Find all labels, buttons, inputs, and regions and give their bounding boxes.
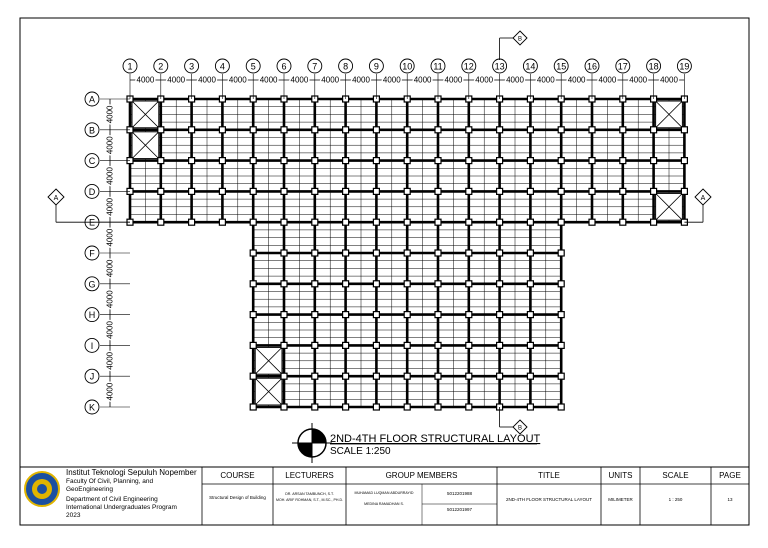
column-14D xyxy=(527,188,533,194)
column-5K xyxy=(250,404,256,410)
dimension-text: 4000 xyxy=(105,105,115,124)
dimension-text: 4000 xyxy=(506,75,524,85)
column-6G xyxy=(281,281,287,287)
column-14F xyxy=(527,250,533,256)
dimension-text: 4000 xyxy=(105,382,115,401)
column-11E xyxy=(435,219,441,225)
column-11C xyxy=(435,158,441,164)
grid-label-col-3: 3 xyxy=(189,61,195,72)
grid-label-row-I: I xyxy=(90,340,94,351)
column-17D xyxy=(620,188,626,194)
column-8H xyxy=(343,312,349,318)
column-12D xyxy=(466,188,472,194)
column-9I xyxy=(373,342,379,348)
dimension-text: 4000 xyxy=(567,75,586,85)
member-2-id: 5012201997 xyxy=(446,507,473,512)
column-4E xyxy=(219,219,225,225)
units-value: MILIMETER xyxy=(608,497,633,502)
dimension-text: 4000 xyxy=(105,197,115,216)
column-10D xyxy=(404,188,410,194)
dimension-text: 4000 xyxy=(198,75,216,85)
column-14B xyxy=(527,127,533,133)
column-13H xyxy=(497,312,503,318)
column-5G xyxy=(250,281,256,287)
grid-label-row-C: C xyxy=(88,156,96,167)
grid-label-col-14: 14 xyxy=(525,61,536,72)
column-10B xyxy=(404,127,410,133)
column-9C xyxy=(373,158,379,164)
department-name: Department of Civil Engineering xyxy=(66,496,158,503)
column-11D xyxy=(435,188,441,194)
column-10K xyxy=(404,404,410,410)
grid-label-col-5: 5 xyxy=(250,61,256,72)
grid-label-col-13: 13 xyxy=(494,61,505,72)
column-19C xyxy=(681,158,687,164)
column-7G xyxy=(312,281,318,287)
dimension-text: 4000 xyxy=(660,75,678,85)
page-value: 13 xyxy=(727,497,733,502)
column-6E xyxy=(281,219,287,225)
section-marker-a-left-label: A xyxy=(53,195,59,202)
column-9F xyxy=(373,250,379,256)
column-13E xyxy=(497,219,503,225)
dimension-text: 4000 xyxy=(105,259,115,278)
column-5H xyxy=(250,312,256,318)
column-16E xyxy=(589,219,595,225)
dimension-text: 4000 xyxy=(321,75,340,85)
column-10E xyxy=(404,219,410,225)
column-5D xyxy=(250,188,256,194)
column-8K xyxy=(343,404,349,410)
header-course: COURSE xyxy=(220,471,255,480)
dimension-text: 4000 xyxy=(105,290,115,309)
header-lecturers: LECTURERS xyxy=(285,471,334,480)
dimension-text: 4000 xyxy=(105,321,115,339)
column-14J xyxy=(527,373,533,379)
dimension-text: 4000 xyxy=(105,228,115,247)
column-13I xyxy=(497,342,503,348)
column-12E xyxy=(466,219,472,225)
grid-label-row-E: E xyxy=(88,217,96,228)
column-9K xyxy=(373,404,379,410)
column-13C xyxy=(497,158,503,164)
year: 2023 xyxy=(66,512,81,519)
grid-label-col-7: 7 xyxy=(312,61,318,72)
dimension-text: 4000 xyxy=(259,75,278,85)
program-name: International Undergraduates Program xyxy=(66,504,177,511)
column-6H xyxy=(281,312,287,318)
column-15J xyxy=(558,373,564,379)
column-3E xyxy=(189,219,195,225)
column-8G xyxy=(343,281,349,287)
column-14E xyxy=(527,219,533,225)
grid-label-col-11: 11 xyxy=(433,61,443,72)
dimension-text: 4000 xyxy=(352,75,370,85)
column-9B xyxy=(373,127,379,133)
grid-label-col-17: 17 xyxy=(617,61,628,72)
column-8E xyxy=(343,219,349,225)
drawing-title: 2ND-4TH FLOOR STRUCTURAL LAYOUT xyxy=(330,433,541,445)
column-14I xyxy=(527,342,533,348)
column-15B xyxy=(558,127,564,133)
column-3D xyxy=(189,188,195,194)
grid-label-row-F: F xyxy=(89,248,95,259)
column-9E xyxy=(373,219,379,225)
column-2C xyxy=(158,158,164,164)
column-8D xyxy=(343,188,349,194)
column-7I xyxy=(312,342,318,348)
grid-label-row-G: G xyxy=(88,279,96,290)
column-15H xyxy=(558,312,564,318)
dimension-text: 4000 xyxy=(105,136,115,155)
column-11K xyxy=(435,404,441,410)
column-7F xyxy=(312,250,318,256)
column-18E xyxy=(651,219,657,225)
column-8B xyxy=(343,127,349,133)
column-2E xyxy=(158,219,164,225)
lecturer-1: DR. ARSAN TAMBUNCH, S.T. xyxy=(285,492,334,496)
column-17B xyxy=(620,127,626,133)
column-7C xyxy=(312,158,318,164)
column-14K xyxy=(527,404,533,410)
grid-label-col-8: 8 xyxy=(343,61,349,72)
column-8F xyxy=(343,250,349,256)
column-11J xyxy=(435,373,441,379)
column-12G xyxy=(466,281,472,287)
column-3C xyxy=(189,158,195,164)
column-18B xyxy=(651,127,657,133)
header-group-members: GROUP MEMBERS xyxy=(385,471,458,480)
scale-value: 1 : 250 xyxy=(668,497,683,502)
column-12H xyxy=(466,312,472,318)
column-6F xyxy=(281,250,287,256)
grid-label-col-18: 18 xyxy=(648,61,659,72)
column-5B xyxy=(250,127,256,133)
grid-label-col-4: 4 xyxy=(219,61,225,72)
dimension-text: 4000 xyxy=(228,75,247,85)
column-9H xyxy=(373,312,379,318)
column-5J xyxy=(250,373,256,379)
title-value: 2ND-4TH FLOOR STRUCTURAL LAYOUT xyxy=(505,497,592,502)
column-12K xyxy=(466,404,472,410)
dimension-text: 4000 xyxy=(413,75,432,85)
column-16B xyxy=(589,127,595,133)
grid-label-row-J: J xyxy=(89,371,95,382)
section-marker-b-bottom-label: B xyxy=(517,425,523,432)
grid-label-row-D: D xyxy=(88,186,96,197)
column-5I xyxy=(250,342,256,348)
column-15F xyxy=(558,250,564,256)
column-15G xyxy=(558,281,564,287)
dimension-text: 4000 xyxy=(444,75,463,85)
column-18D xyxy=(651,188,657,194)
grid-label-col-16: 16 xyxy=(586,61,598,72)
dimension-text: 4000 xyxy=(105,351,115,370)
column-11F xyxy=(435,250,441,256)
grid-label-col-15: 15 xyxy=(556,61,567,72)
column-13G xyxy=(497,281,503,287)
column-6K xyxy=(281,404,287,410)
column-12B xyxy=(466,127,472,133)
title-symbol xyxy=(292,423,332,463)
dimension-text: 4000 xyxy=(475,75,494,85)
column-12C xyxy=(466,158,472,164)
column-8J xyxy=(343,373,349,379)
grid-label-row-H: H xyxy=(88,310,96,321)
column-19D xyxy=(681,188,687,194)
dimension-text: 4000 xyxy=(536,75,555,85)
column-2B xyxy=(158,127,164,133)
dimension-text: 4000 xyxy=(382,75,401,85)
column-5F xyxy=(250,250,256,256)
drawing-scale: SCALE 1:250 xyxy=(330,446,391,457)
column-13F xyxy=(497,250,503,256)
header-scale: SCALE xyxy=(662,471,689,480)
column-15D xyxy=(558,188,564,194)
column-12J xyxy=(466,373,472,379)
column-16D xyxy=(589,188,595,194)
grid-label-col-19: 19 xyxy=(679,61,690,72)
dimension-text: 4000 xyxy=(629,75,648,85)
dimension-text: 4000 xyxy=(136,75,155,85)
column-10G xyxy=(404,281,410,287)
dimension-text: 4000 xyxy=(167,75,186,85)
column-3B xyxy=(189,127,195,133)
column-7E xyxy=(312,219,318,225)
column-15E xyxy=(558,219,564,225)
header-title: TITLE xyxy=(538,471,560,480)
column-6C xyxy=(281,158,287,164)
section-marker-b-top-label: B xyxy=(517,36,523,43)
column-7D xyxy=(312,188,318,194)
grid-label-col-9: 9 xyxy=(373,61,379,72)
column-10C xyxy=(404,158,410,164)
column-18C xyxy=(651,158,657,164)
column-9D xyxy=(373,188,379,194)
column-10I xyxy=(404,342,410,348)
column-19B xyxy=(681,127,687,133)
column-17E xyxy=(620,219,626,225)
column-4C xyxy=(219,158,225,164)
column-2D xyxy=(158,188,164,194)
column-7H xyxy=(312,312,318,318)
column-15K xyxy=(558,404,564,410)
column-10H xyxy=(404,312,410,318)
column-13J xyxy=(497,373,503,379)
column-14H xyxy=(527,312,533,318)
grid-label-col-10: 10 xyxy=(402,61,413,72)
header-units: UNITS xyxy=(608,471,633,480)
column-6D xyxy=(281,188,287,194)
column-11B xyxy=(435,127,441,133)
column-11G xyxy=(435,281,441,287)
grid-label-col-12: 12 xyxy=(463,61,474,72)
member-1-id: 5012201988 xyxy=(446,491,473,496)
column-12F xyxy=(466,250,472,256)
column-6J xyxy=(281,373,287,379)
grid-label-col-2: 2 xyxy=(158,61,164,72)
column-7J xyxy=(312,373,318,379)
column-11H xyxy=(435,312,441,318)
column-7B xyxy=(312,127,318,133)
faculty-name: Faculty Of Civil, Planning, and GeoEngineering xyxy=(66,478,154,493)
dimension-text: 4000 xyxy=(105,167,115,185)
institution-name: Institut Teknologi Sepuluh Nopember xyxy=(66,468,197,477)
column-14G xyxy=(527,281,533,287)
dimension-text: 4000 xyxy=(598,75,617,85)
column-5E xyxy=(250,219,256,225)
column-6B xyxy=(281,127,287,133)
column-9J xyxy=(373,373,379,379)
column-9G xyxy=(373,281,379,287)
dimension-text: 4000 xyxy=(290,75,309,85)
column-13D xyxy=(497,188,503,194)
grid-label-row-K: K xyxy=(88,402,96,413)
column-16C xyxy=(589,158,595,164)
column-8C xyxy=(343,158,349,164)
member-2-name: MEDINA RAMADHAN S. xyxy=(364,502,404,506)
column-4D xyxy=(219,188,225,194)
column-4B xyxy=(219,127,225,133)
course-value: Structural Design of Building xyxy=(209,495,266,500)
grid-label-row-A: A xyxy=(88,94,96,105)
column-10F xyxy=(404,250,410,256)
column-8I xyxy=(343,342,349,348)
grid-label-row-B: B xyxy=(88,125,96,136)
grid-label-col-6: 6 xyxy=(281,61,287,72)
column-6I xyxy=(281,342,287,348)
column-15C xyxy=(558,158,564,164)
section-marker-a-right-label: A xyxy=(700,195,706,202)
column-17C xyxy=(620,158,626,164)
grid-label-col-1: 1 xyxy=(127,61,133,72)
column-12I xyxy=(466,342,472,348)
column-13B xyxy=(497,127,503,133)
column-5C xyxy=(250,158,256,164)
column-7K xyxy=(312,404,318,410)
column-10J xyxy=(404,373,410,379)
column-14C xyxy=(527,158,533,164)
lecturer-2: MOH. ARIF ROHMAN, S.T., M.SC., PH.D. xyxy=(275,498,344,502)
member-1-name: MUHAMAD LUQMAN ABDURRAYID xyxy=(354,491,414,495)
header-page: PAGE xyxy=(719,471,741,480)
column-15I xyxy=(558,342,564,348)
column-11I xyxy=(435,342,441,348)
